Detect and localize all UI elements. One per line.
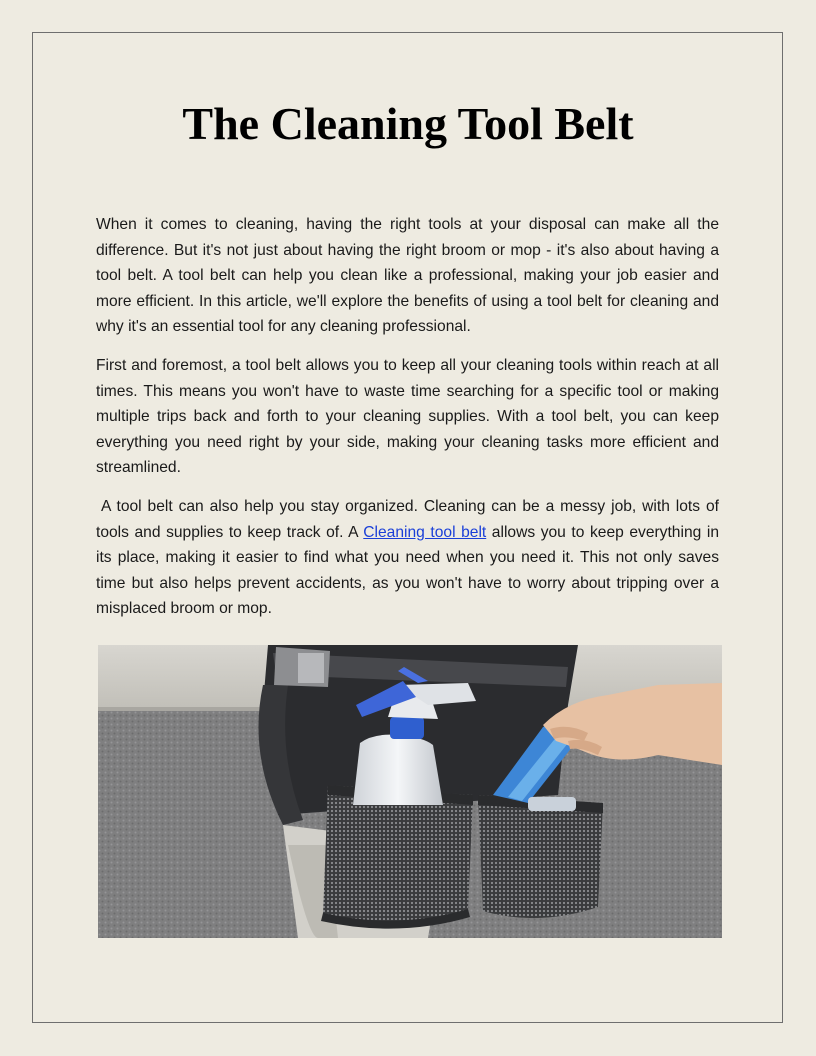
- cleaning-tool-belt-link[interactable]: Cleaning tool belt: [363, 523, 487, 541]
- tool-belt-photo: [98, 645, 722, 938]
- article-body: [96, 212, 719, 635]
- paragraph-organized-text-end: allows you to keep everything in its place, making it easier to find what you need when you need it. This not only saves time but also helps prevent accidents, as you won't have to worry about tripping over a misplaced broom or mop.: [96, 523, 719, 618]
- paragraph-organized: [96, 494, 719, 622]
- paragraph-organized-text-start: A tool belt can also help you stay organized. Cleaning can be a messy job, with lots of tools and supplies to keep track of. A: [96, 497, 719, 541]
- page-title: The Cleaning Tool Belt: [182, 98, 634, 149]
- paragraph-intro: When it comes to cleaning, having the right tools at your disposal can make all the difference. But it's not just about having the right broom or mop - it's also about having a tool belt. A tool belt can help you clean like a professional, making your job easier and more efficient. In this article, we'll explore the benefits of using a tool belt for cleaning and why it's an essential tool for any cleaning professional.: [96, 216, 719, 336]
- tool-belt-illustration: [98, 645, 722, 938]
- paragraph-reach: First and foremost, a tool belt allows you to keep all your cleaning tools within reach at all times. This means you won't have to waste time searching for a specific tool or making multiple trips back and forth to your cleaning supplies. With a tool belt, you can keep everything you need right by your side, making your cleaning tasks more efficient and streamlined.: [96, 356, 719, 477]
